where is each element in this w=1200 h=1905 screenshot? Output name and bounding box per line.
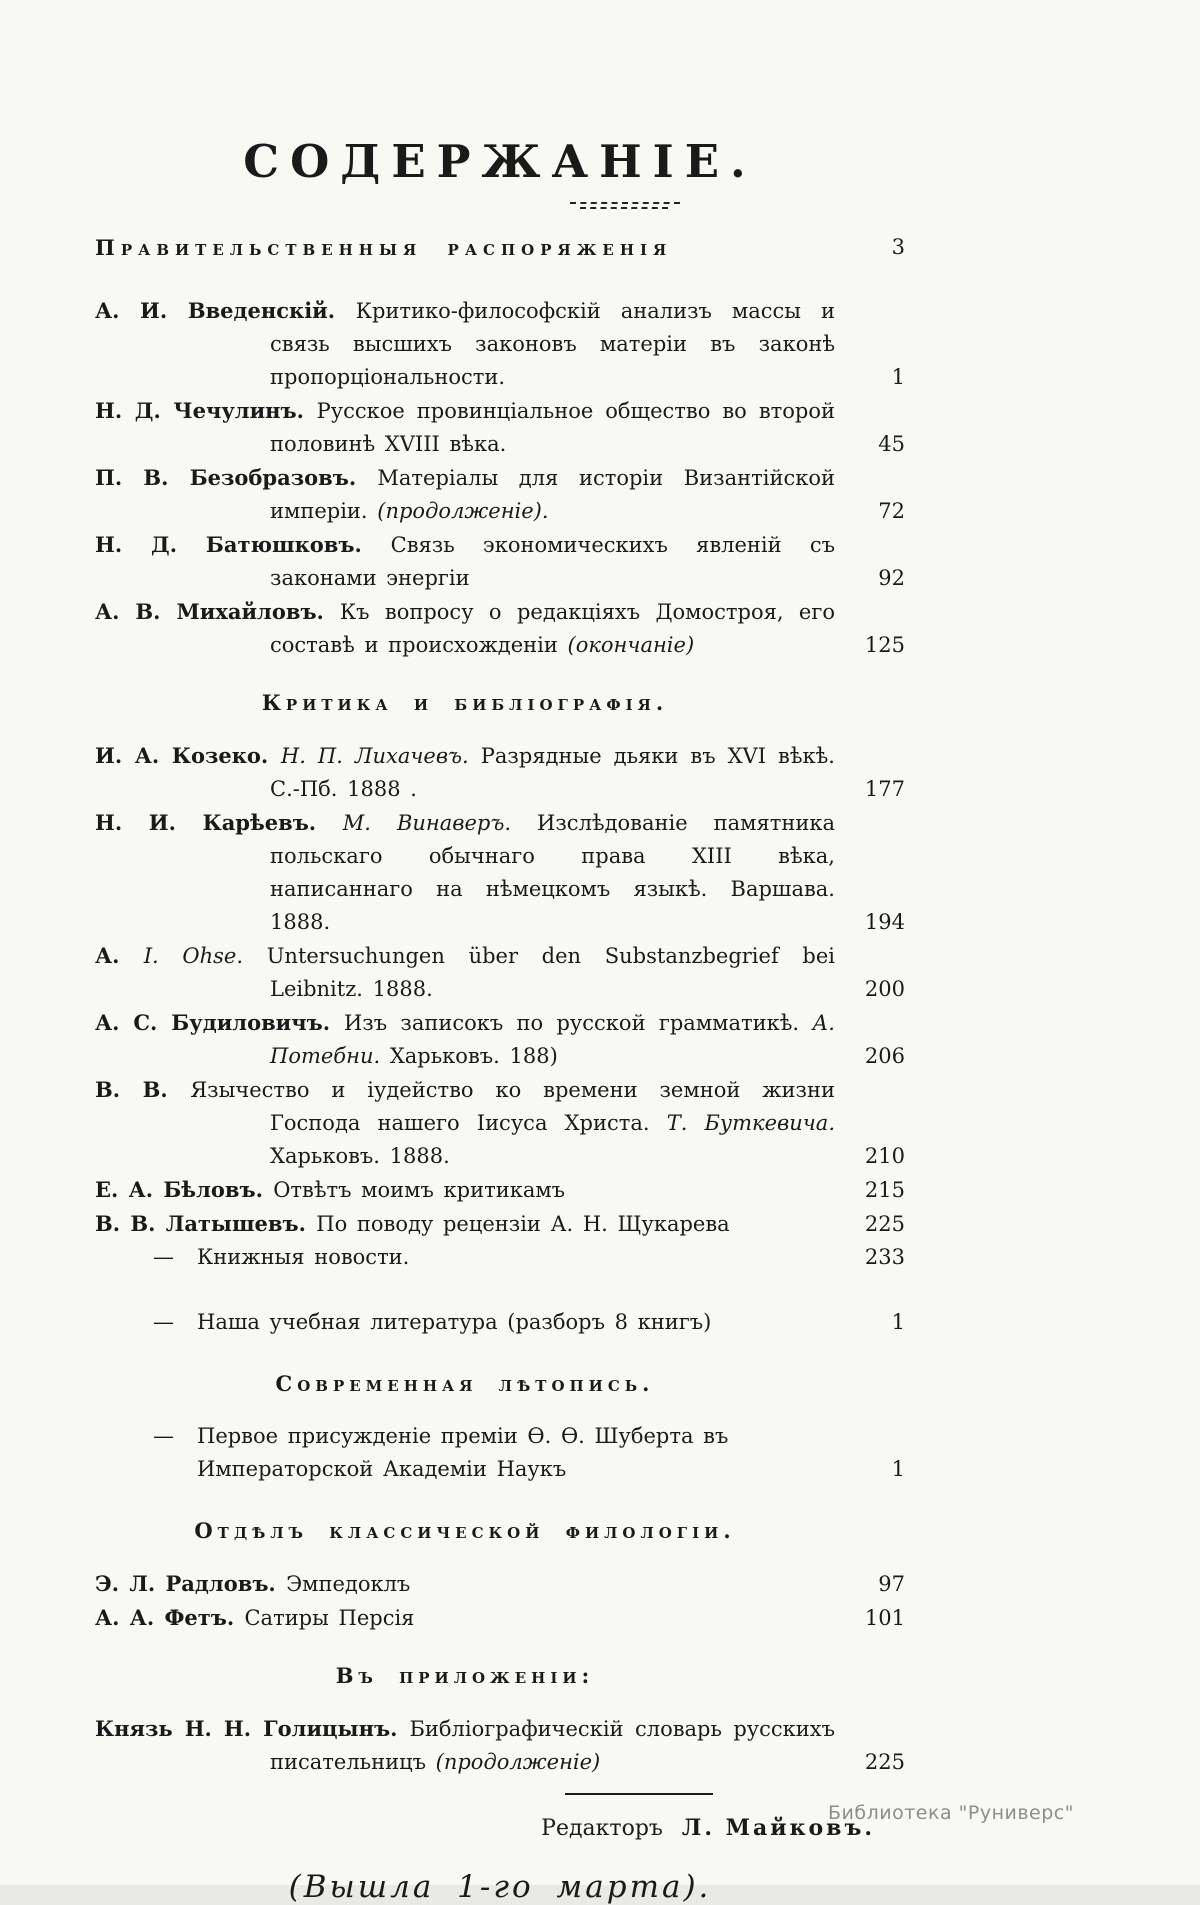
entry-title-segment: Untersuchungen über den Substanzbegrief bei Leibnitz. 1888. [243,944,835,1001]
flourish-line [580,207,668,209]
toc-entry [95,806,905,939]
toc-entry [95,1306,905,1339]
entry-title-segment: Первое присужденіе преміи Ѳ. Ѳ. Шуберта въ Императорской Академіи Наукъ [197,1424,729,1481]
entry-text [95,1567,835,1601]
toc-entry [95,294,905,394]
entry-title-segment: Связь экономическихъ явленій съ законами энергіи [270,533,836,590]
entry-page-number: 72 [878,499,905,523]
entry-title-segment: (продолженіе). [377,499,549,523]
entry-page-number: 45 [878,432,905,456]
entry-text [95,394,835,461]
entry-title-segment: Русское провинціальное общество во второй половинѣ XVIII вѣка. [270,399,835,456]
section-heading: Критика и библіографія. [261,690,669,715]
entry-dash-mark: — [153,1424,174,1448]
entry-author: Н. Д. Батюшковъ. [95,532,391,557]
entry-title-segment: Матеріалы для исторіи Византійской имперіи. [270,466,835,523]
entry-title-segment: Къ вопросу о редакціяхъ Домостроя, его составѣ и происхожденіи [270,600,835,657]
entry-dash-mark: — [153,1245,174,1269]
entry-title-segment: Харьковъ. 188) [380,1044,558,1068]
toc-entry [95,231,905,264]
section-heading: Въ приложеніи: [335,1663,595,1688]
entry-text [95,461,835,528]
entry-title-segment: Язычество и іудейство ко времени земной жизни Господа нашего Іисуса Христа. [190,1078,835,1135]
toc-entry [95,1601,905,1635]
entry-author: А. В. Михайловъ. [95,599,340,624]
entry-text [95,1073,835,1173]
section-heading: Отдѣлъ классической филологіи. [194,1518,736,1543]
entry-author: В. В. [95,1077,191,1102]
entry-page-number: 1 [891,365,905,389]
entry-title-segment: Харьковъ. 1888. [270,1144,450,1168]
entry-page-number: 97 [878,1572,905,1596]
entry-page-number: 233 [864,1245,905,1269]
entry-title-segment: (продолженіе) [435,1750,601,1774]
toc-entry [95,1006,905,1073]
entry-title-segment: Разрядные дьяки въ XVI вѣкѣ. С.-Пб. 1888 . [270,744,835,801]
entry-dash-mark: — [153,1310,174,1334]
entry-page-number: 125 [864,633,905,657]
entry-text [95,1601,835,1635]
toc-entry [95,1712,905,1779]
entry-title-segment: Н. П. Лихачевъ. [280,744,469,768]
entry-page-number: 215 [864,1178,905,1202]
toc-entry [95,1241,905,1274]
entry-title-segment: Отвѣтъ моимъ критикамъ [273,1178,566,1202]
entry-page-number: 1 [891,1457,905,1481]
title-flourish [570,202,680,209]
entry-text [95,1306,835,1339]
entry-title-segment: М. Винаверъ. [342,811,512,835]
release-note: (Вышла 1-го марта). [288,1869,712,1905]
entry-page-number: 3 [891,235,905,259]
entry-title-segment: А. Потебни. [270,1011,835,1068]
entry-page-number: 210 [864,1144,905,1168]
entry-author: Князь Н. Н. Голицынъ. [95,1716,410,1741]
entry-text [95,231,835,264]
toc-section [95,1663,905,1779]
entry-author: Е. А. Бѣловъ. [95,1177,274,1202]
entry-page-number: 200 [864,977,905,1001]
toc-entry [95,1207,905,1241]
entry-page-number: 92 [878,566,905,590]
toc-section [95,1371,905,1486]
entry-page-number: 206 [864,1044,905,1068]
entry-title-segment: Критико-философскій анализъ массы и связь высшихъ законовъ матеріи въ законѣ пропорціональности. [270,299,835,389]
toc-section [95,231,905,264]
toc-section [95,294,905,662]
entry-title-segment: (окончаніе) [567,633,695,657]
entry-text [95,1173,835,1207]
entry-page-number: 1 [891,1310,905,1334]
entry-page-number: 194 [864,910,905,934]
entry-page-number: 101 [864,1606,905,1630]
entry-title-segment: I. Ohse. [143,944,244,968]
entry-text [95,528,835,595]
entry-author: А. И. Введенскій. [95,298,356,323]
entry-text [95,595,835,662]
entry-author: А. А. Фетъ. [95,1605,245,1630]
entry-text [95,939,835,1006]
toc-entry [95,528,905,595]
toc-section [95,1518,905,1635]
section-heading: Современная лѣтопись. [275,1371,655,1396]
toc-entry [95,461,905,528]
entry-title-segment: Изъ записокъ по русской грамматикѣ. [343,1011,813,1035]
toc-entry [95,1420,905,1486]
entry-text [95,1420,835,1486]
toc-section [95,690,905,1339]
entry-title-segment: Эмпедоклъ [286,1572,411,1596]
toc-entry [95,739,905,806]
entry-title-segment: Библіографическій словарь русскихъ писательницъ [270,1717,836,1774]
entry-text [95,1712,835,1779]
entry-title-segment: Т. Буткевича. [666,1111,835,1135]
flourish-line [570,202,680,204]
entry-title-segment: Изслѣдованіе памятника польскаго обычнаго права XIII вѣка, написаннаго на нѣмецкомъ языкѣ. Варшава. 1888. [270,811,835,934]
entry-title-segment: Сатиры Персія [244,1606,415,1630]
footer-rule [565,1793,713,1795]
page-title: СОДЕРЖАНІЕ. [243,135,757,188]
entry-text [95,806,835,939]
editor-name: Л. Майковъ. [681,1815,875,1841]
toc-entry [95,394,905,461]
page-content [95,0,905,1905]
entry-page-number: 225 [864,1750,905,1774]
entry-title-segment: Правительственныя распоряженія [95,235,673,260]
entry-title-segment: По поводу рецензіи А. Н. Щукарева [316,1212,730,1236]
table-of-contents [95,231,905,1779]
entry-text [95,1241,835,1274]
entry-author: В. В. Латышевъ. [95,1211,317,1236]
entry-text [95,294,835,394]
entry-author: П. В. Безобразовъ. [95,465,378,490]
entry-title-segment: Наша учебная литература (разборъ 8 книгъ) [197,1310,712,1334]
entry-author: А. [95,943,144,968]
editor-line [95,1815,905,1841]
entry-author: Н. И. Карѣевъ. [95,810,343,835]
entry-page-number: 177 [864,777,905,801]
entry-text [95,739,835,806]
toc-entry [95,1567,905,1601]
entry-text [95,1006,835,1073]
runivers-watermark: Библиотека "Руниверс" [828,1802,1074,1824]
entry-title-segment: Книжныя новости. [197,1245,410,1269]
entry-author: Н. Д. Чечулинъ. [95,398,317,423]
entry-page-number: 225 [864,1212,905,1236]
entry-author: Э. Л. Радловъ. [95,1571,287,1596]
entry-author: А. С. Будиловичъ. [95,1010,344,1035]
toc-entry [95,939,905,1006]
toc-entry [95,1173,905,1207]
entry-text [95,1207,835,1241]
toc-entry [95,1073,905,1173]
editor-label: Редакторъ [541,1816,663,1841]
toc-entry [95,595,905,662]
entry-author: И. А. Козеко. [95,743,281,768]
